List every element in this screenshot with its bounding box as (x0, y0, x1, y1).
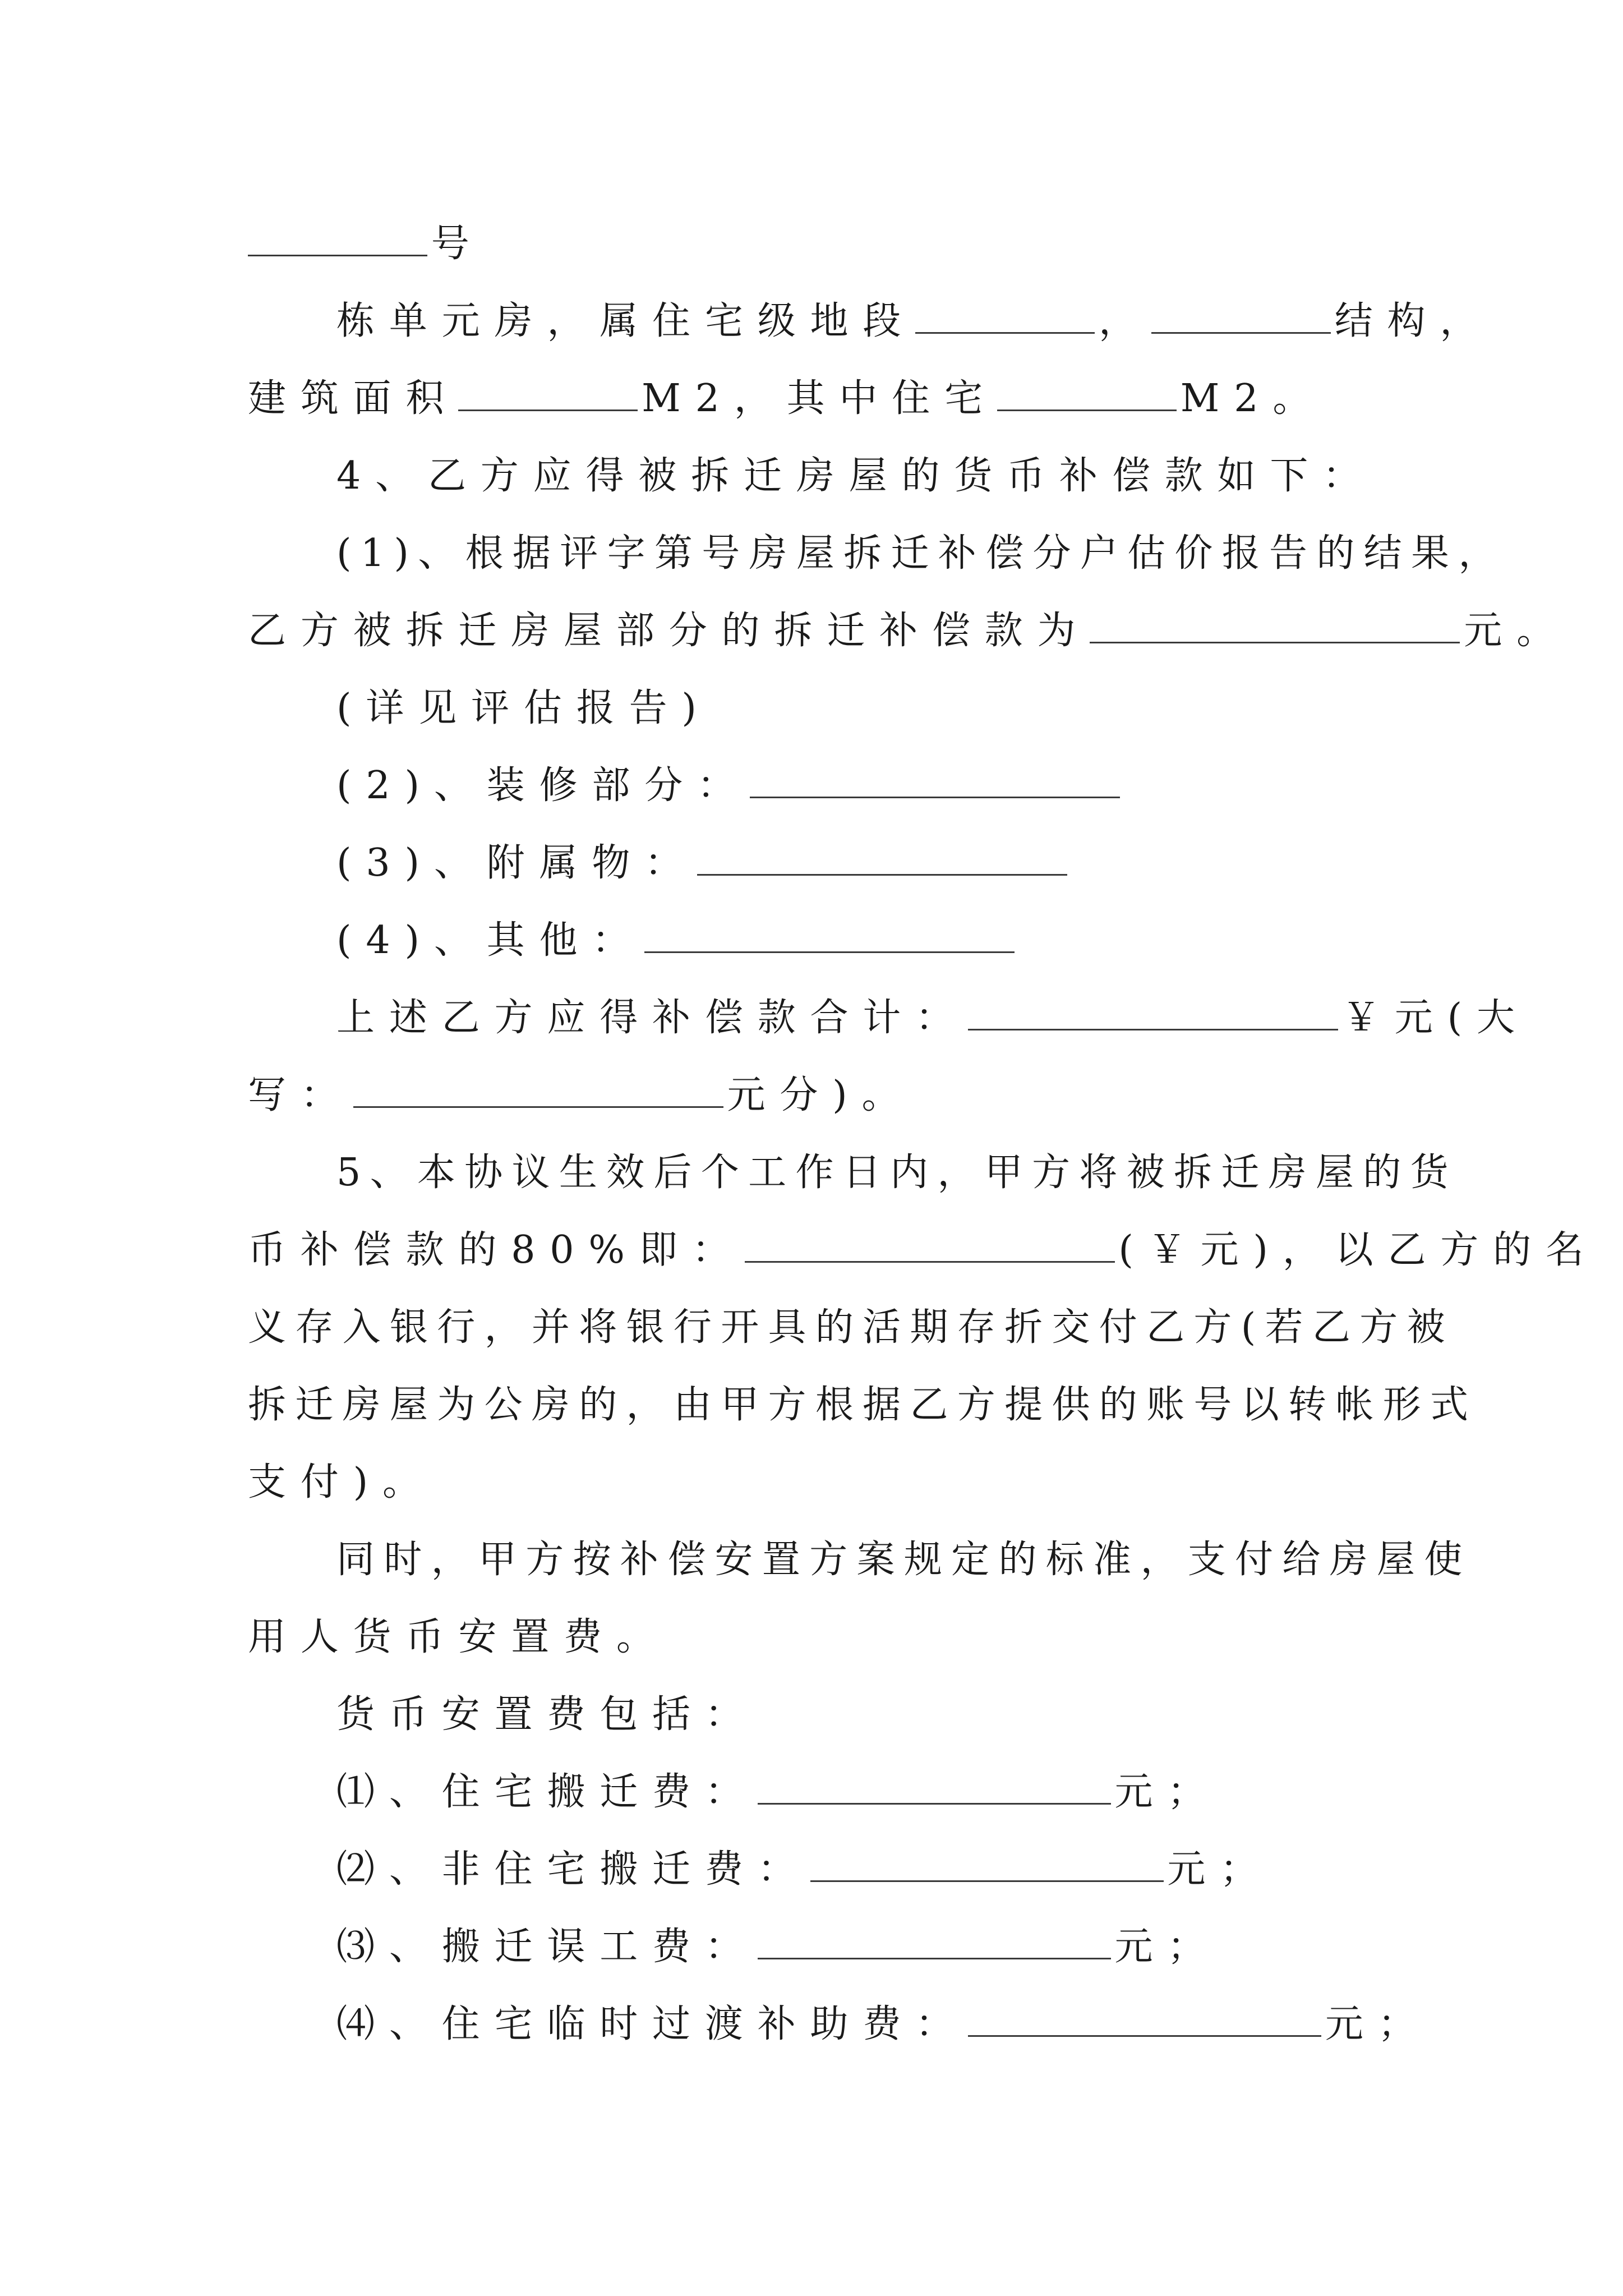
text-line (336, 987, 1529, 1049)
text-span: ⑵、非住宅搬迁费： (336, 1847, 810, 1892)
text-line (336, 1761, 1386, 1823)
blank-field[interactable] (644, 920, 1015, 953)
text-span: 元； (1325, 2002, 1431, 2046)
blank-field[interactable] (745, 1230, 1115, 1263)
text-line (248, 1607, 1386, 1668)
text-span: ￥元(大 (1341, 996, 1529, 1040)
text-span: 拆迁房屋为公房的，由甲方根据乙方提供的账号以转帐形式 (248, 1383, 1478, 1427)
text-span: 同时，甲方按补偿安置方案规定的标准，支付给房屋使 (336, 1538, 1472, 1582)
text-span: 元； (1167, 1847, 1273, 1892)
text-span: 支付)。 (248, 1460, 435, 1504)
text-line (248, 213, 1386, 275)
text-span: (￥元)，以乙方的名 (1118, 1228, 1598, 1272)
text-span: 栋单元房，属住宅级地段 (336, 299, 916, 343)
text-line (248, 1065, 1386, 1126)
text-line (248, 1220, 1598, 1281)
text-span: 元分)。 (727, 1073, 915, 1117)
text-span: 乙方被拆迁房屋部分的拆迁补偿款为 (248, 609, 1090, 653)
text-span: M2，其中住宅 (642, 376, 997, 421)
text-span: ⑶、搬迁误工费： (336, 1925, 758, 1969)
text-span: 币补偿款的80%即： (248, 1228, 745, 1272)
text-span: (2)、装修部分： (336, 763, 750, 808)
text-line (336, 445, 1386, 507)
text-line (248, 1297, 1454, 1359)
blank-field[interactable] (968, 997, 1338, 1030)
text-line (336, 523, 1506, 585)
text-span: ⑴、住宅搬迁费： (336, 1770, 758, 1814)
text-span: ⑷、住宅临时过渡补助费： (336, 2002, 969, 2046)
text-span: 5、本协议生效后个工作日内，甲方将被拆迁房屋的货 (336, 1151, 1458, 1195)
blank-field[interactable] (810, 1849, 1164, 1882)
text-line (248, 1374, 1478, 1436)
text-span: (4)、其他： (336, 918, 645, 963)
text-line (336, 678, 1386, 739)
blank-field[interactable] (997, 378, 1177, 411)
text-line (336, 755, 1386, 817)
blank-field[interactable] (697, 843, 1067, 876)
blank-field[interactable] (1090, 610, 1460, 643)
text-line (336, 1839, 1386, 1901)
text-span: M2。 (1180, 376, 1326, 421)
text-line (336, 1994, 1431, 2055)
text-line (336, 1684, 1386, 1746)
text-span: 元； (1114, 1925, 1220, 1969)
text-span: (详见评估报告) (336, 686, 711, 730)
text-span: (3)、附属物： (336, 841, 698, 885)
blank-field[interactable] (750, 765, 1120, 798)
text-span: ， (1099, 299, 1151, 343)
text-line (336, 1529, 1472, 1591)
text-span: 写： (248, 1073, 353, 1117)
text-span: 货币安置费包括： (336, 1692, 758, 1737)
text-line (336, 1916, 1386, 1978)
text-span: 用人货币安置费。 (248, 1615, 669, 1659)
text-line (336, 1142, 1458, 1204)
blank-field[interactable] (758, 1926, 1111, 1959)
text-span: 建筑面积 (248, 376, 459, 421)
text-span: 义存入银行，并将银行开具的活期存折交付乙方(若乙方被 (248, 1305, 1454, 1350)
text-line (336, 910, 1386, 972)
blank-field[interactable] (915, 301, 1095, 334)
text-line (336, 832, 1386, 894)
text-span: 上述乙方应得补偿款合计： (336, 996, 969, 1040)
text-line (248, 368, 1386, 430)
blank-field[interactable] (1151, 301, 1331, 334)
blank-field[interactable] (248, 223, 427, 256)
text-span: 结构， (1334, 299, 1493, 343)
text-span: 元； (1114, 1770, 1220, 1814)
text-line (248, 600, 1569, 662)
blank-field[interactable] (353, 1075, 723, 1108)
text-line (336, 291, 1493, 352)
text-span: (1)、根据评字第号房屋拆迁补偿分户估价报告的结果， (336, 531, 1506, 576)
text-span: 号 (431, 222, 484, 266)
blank-field[interactable] (458, 378, 638, 411)
text-line (248, 1452, 1386, 1513)
text-span: 4、乙方应得被拆迁房屋的货币补偿款如下： (336, 454, 1376, 498)
blank-field[interactable] (968, 2004, 1321, 2037)
text-span: 元。 (1464, 609, 1569, 653)
blank-field[interactable] (758, 1772, 1111, 1805)
